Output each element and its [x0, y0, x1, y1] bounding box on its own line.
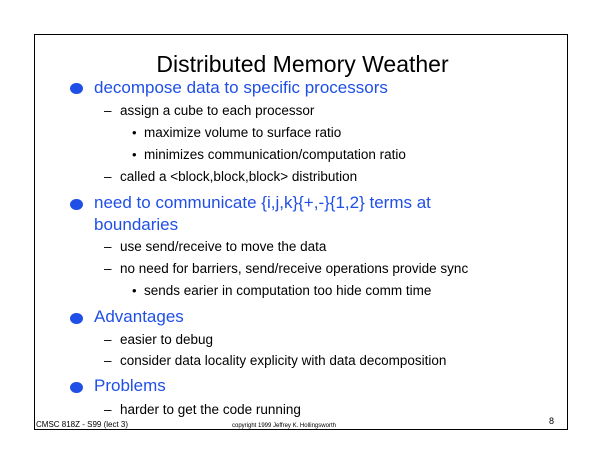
dash-marker: – [104, 261, 112, 276]
dash-marker: – [104, 103, 112, 118]
bullet-3-sub-2: consider data locality explicity with data decomposition [120, 353, 447, 368]
dash-marker: – [104, 353, 112, 368]
bullet-marker-3 [70, 313, 83, 324]
small-bullet-marker: • [132, 147, 137, 162]
bullet-3-text: Advantages [94, 307, 184, 326]
dash-marker: – [104, 332, 112, 347]
bullet-marker-2 [70, 199, 83, 210]
dash-marker: – [104, 402, 112, 417]
bullet-1-text: decompose data to specific processors [94, 78, 388, 97]
page-number: 8 [549, 416, 555, 426]
bullet-2-sub-2-item-1: sends earier in computation too hide comm time [144, 283, 432, 298]
bullet-2-sub-1: use send/receive to move the data [120, 239, 327, 254]
bullet-1-sub-1-item-2: minimizes communication/computation ratio [144, 147, 406, 162]
bullet-2-text-line-2: boundaries [94, 215, 179, 234]
slide-title: Distributed Memory Weather [156, 51, 449, 77]
footer-copyright: copyright 1999 Jeffrey K. Hollingsworth [232, 423, 336, 429]
dash-marker: – [104, 169, 112, 184]
small-bullet-marker: • [132, 283, 137, 298]
bullet-marker-4 [70, 382, 83, 393]
small-bullet-marker: • [132, 125, 137, 140]
bullet-1-sub-1: assign a cube to each processor [120, 103, 315, 118]
bullet-1-sub-1-item-1: maximize volume to surface ratio [144, 125, 342, 140]
bullet-marker-1 [70, 83, 83, 94]
bullet-1-sub-2: called a <block,block,block> distribution [120, 169, 358, 184]
footer-course: CMSC 818Z - S99 (lect 3) [36, 420, 129, 429]
bullet-4-text: Problems [94, 376, 166, 395]
dash-marker: – [104, 239, 112, 254]
bullet-3-sub-1: easier to debug [120, 332, 214, 347]
bullet-2-text-line-1: need to communicate {i,j,k}{+,-}{1,2} terms at [94, 193, 431, 212]
bullet-2-sub-2: no need for barriers, send/receive operations provide sync [120, 261, 469, 276]
bullet-4-sub-1: harder to get the code running [120, 402, 301, 417]
